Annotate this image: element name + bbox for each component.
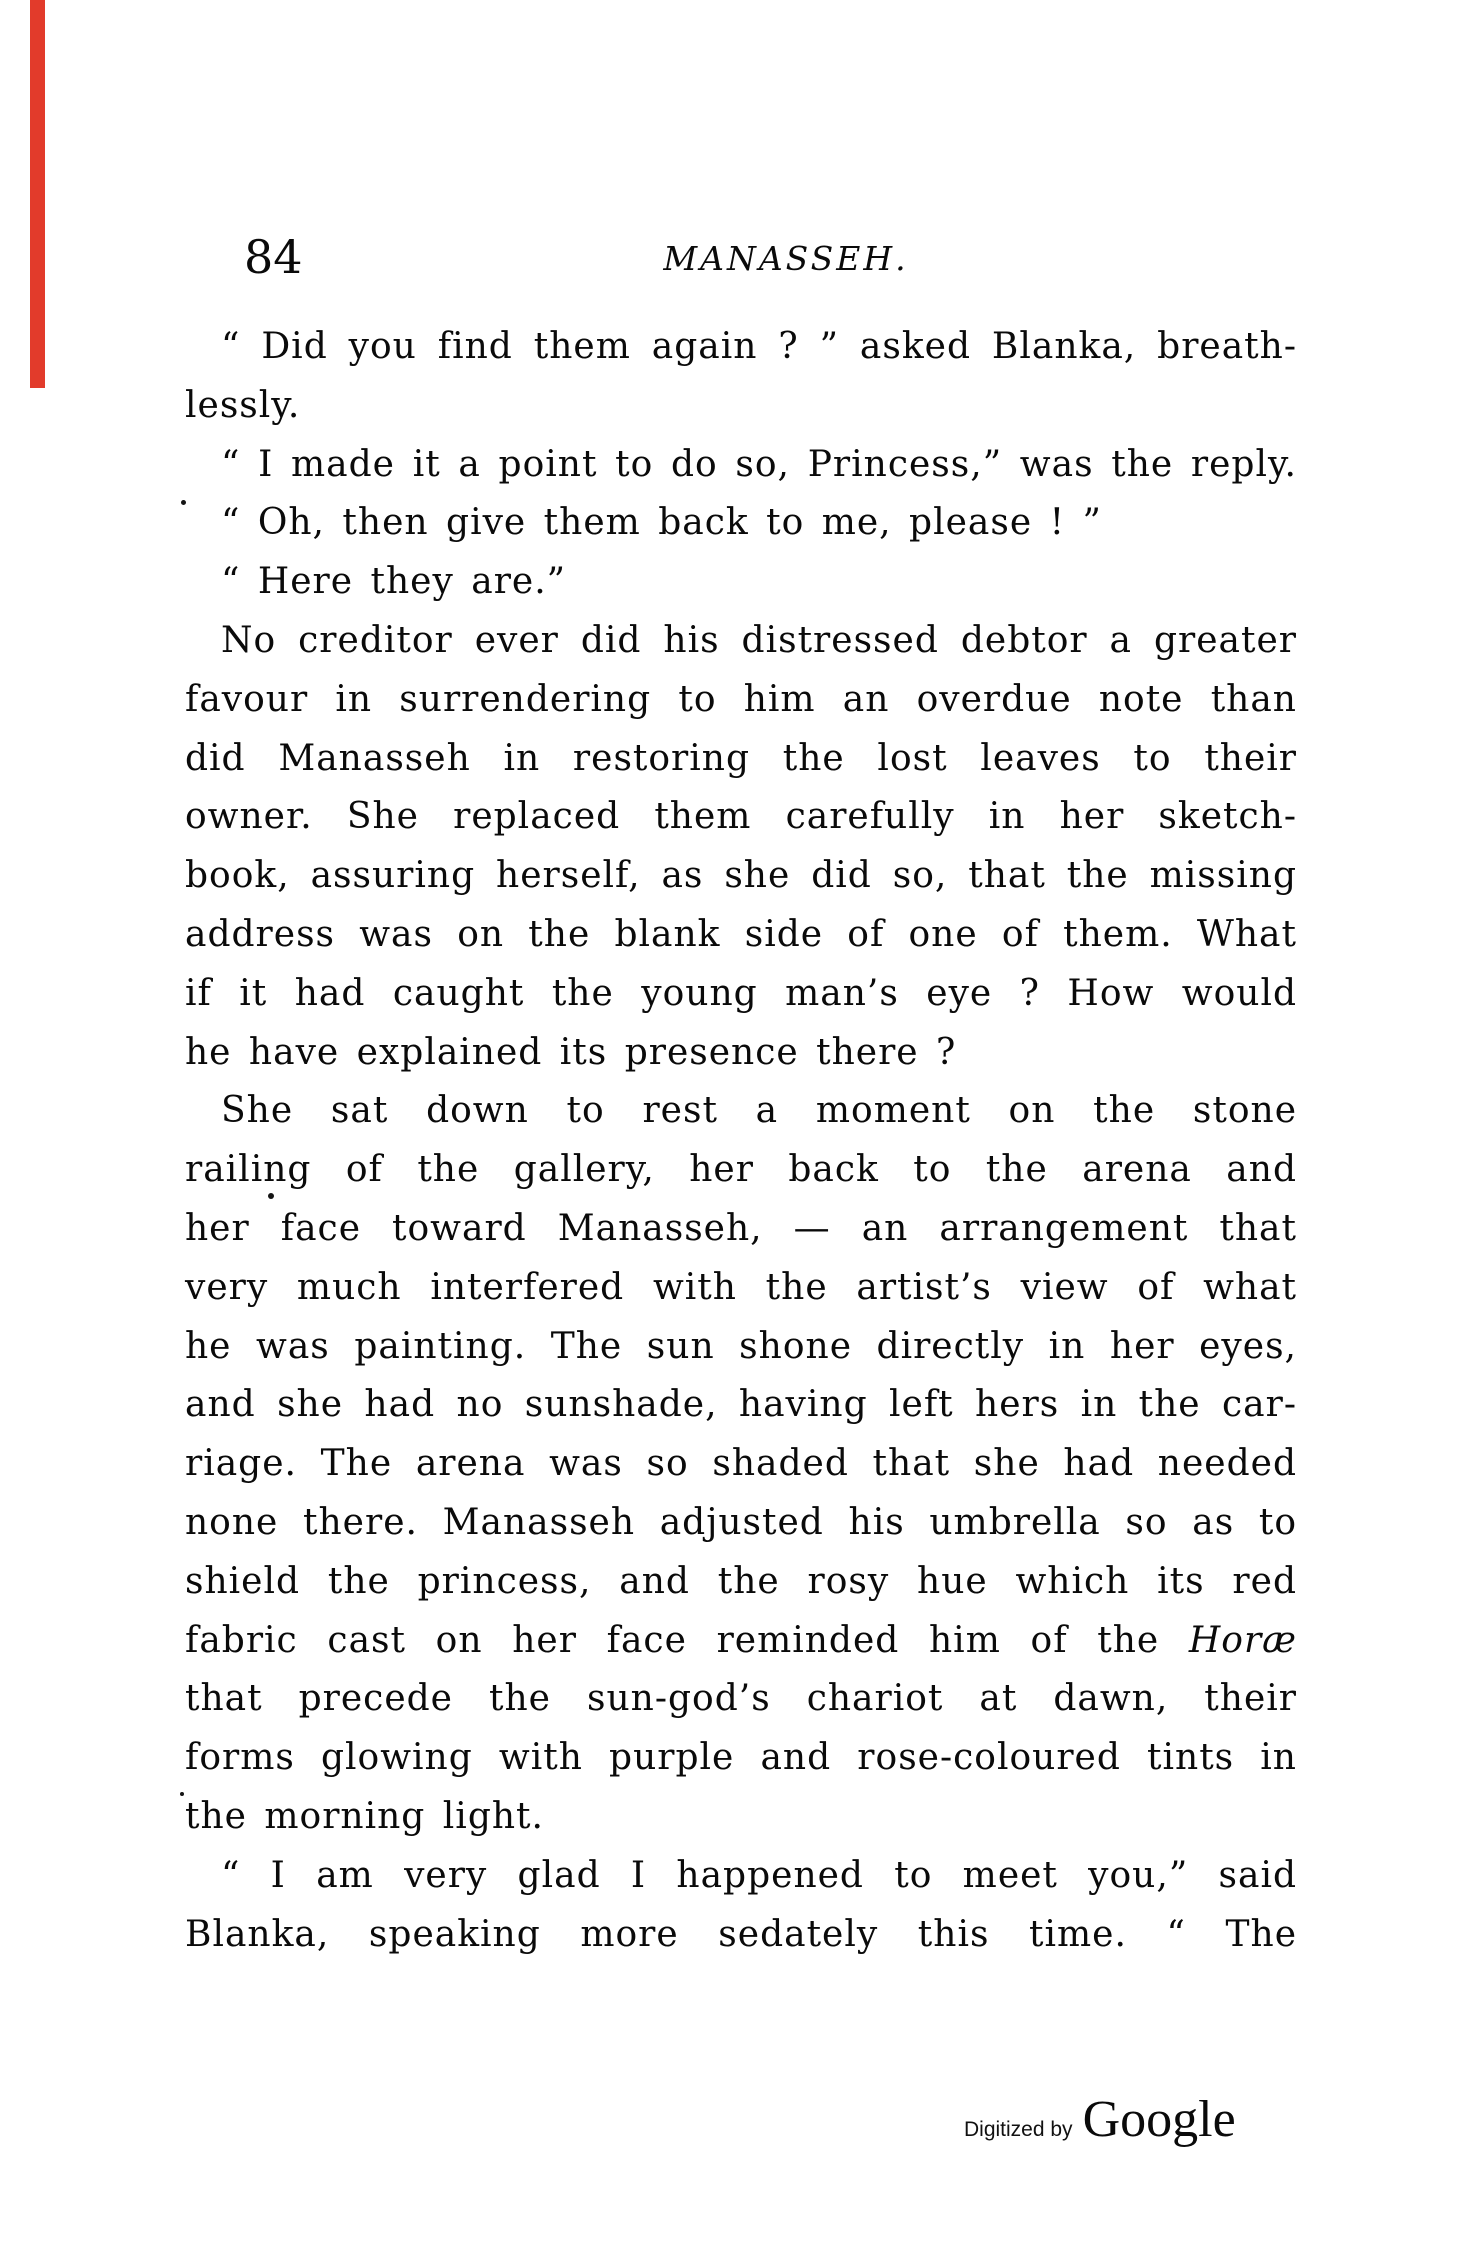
text-line: “ I am very glad I happened to meet you,” said [221,1854,1297,1896]
text-line: he have explained its presence there ? [185,1031,957,1073]
text-line: lessly. [185,384,301,426]
text-line: owner. She replaced them carefully in her sketch- [185,796,1297,838]
text-line [185,1612,1297,1671]
text-line: very much interfered with the artist’s view of what [185,1266,1297,1308]
ink-speck [268,1193,274,1199]
text-line: her face toward Manasseh, — an arrangement that [185,1207,1297,1249]
text-line: book, assuring herself, as she did so, that the missing [185,855,1297,897]
body-text [185,318,1297,1964]
text-line: favour in surrendering to him an overdue note than [185,678,1297,720]
text-line: and she had no sunshade, having left hers in the car- [185,1384,1297,1426]
text-line: that precede the sun-god’s chariot at dawn, their [185,1678,1297,1720]
text-line: forms glowing with purple and rose-coloured tints in [185,1737,1297,1779]
scan-artifact-stripe [30,0,45,388]
text-line-segment: fabric cast on her face reminded him of the [185,1619,1189,1661]
text-line: riage. The arena was so shaded that she had needed [185,1443,1297,1485]
text-line: Blanka, speaking more sedately this time. “ The [185,1913,1297,1955]
text-line: railing of the gallery, her back to the arena and [185,1149,1297,1191]
text-line: “ Oh, then give them back to me, please ! ” [221,502,1102,544]
text-line: She sat down to rest a moment on the stone [221,1090,1297,1132]
page-number: 84 [244,230,303,284]
text-line: the morning light. [185,1795,544,1837]
text-line: “ Here they are.” [221,561,567,603]
text-line: did Manasseh in restoring the lost leaves to their [185,737,1297,779]
text-line: No creditor ever did his distressed debtor a greater [221,619,1297,661]
italic-word: Horæ [1188,1619,1297,1661]
google-logo: Google [1082,2091,1236,2148]
footer [964,2091,1236,2148]
text-line: he was painting. The sun shone directly in her eyes, [185,1325,1297,1367]
text-line: none there. Manasseh adjusted his umbrella so as to [185,1501,1297,1543]
digitized-by-label: Digitized by [964,2118,1073,2141]
running-title: MANASSEH. [663,239,909,278]
text-line: “ Did you find them again ? ” asked Blanka, breath- [221,326,1297,367]
text-line: shield the princess, and the rosy hue which its red [185,1560,1297,1602]
text-line: “ I made it a point to do so, Princess,” was the reply. [221,443,1297,485]
text-line: address was on the blank side of one of them. What [185,913,1297,955]
text-line: if it had caught the young man’s eye ? How would [185,972,1297,1014]
ink-speck [181,500,186,505]
ink-speck [180,1792,184,1796]
